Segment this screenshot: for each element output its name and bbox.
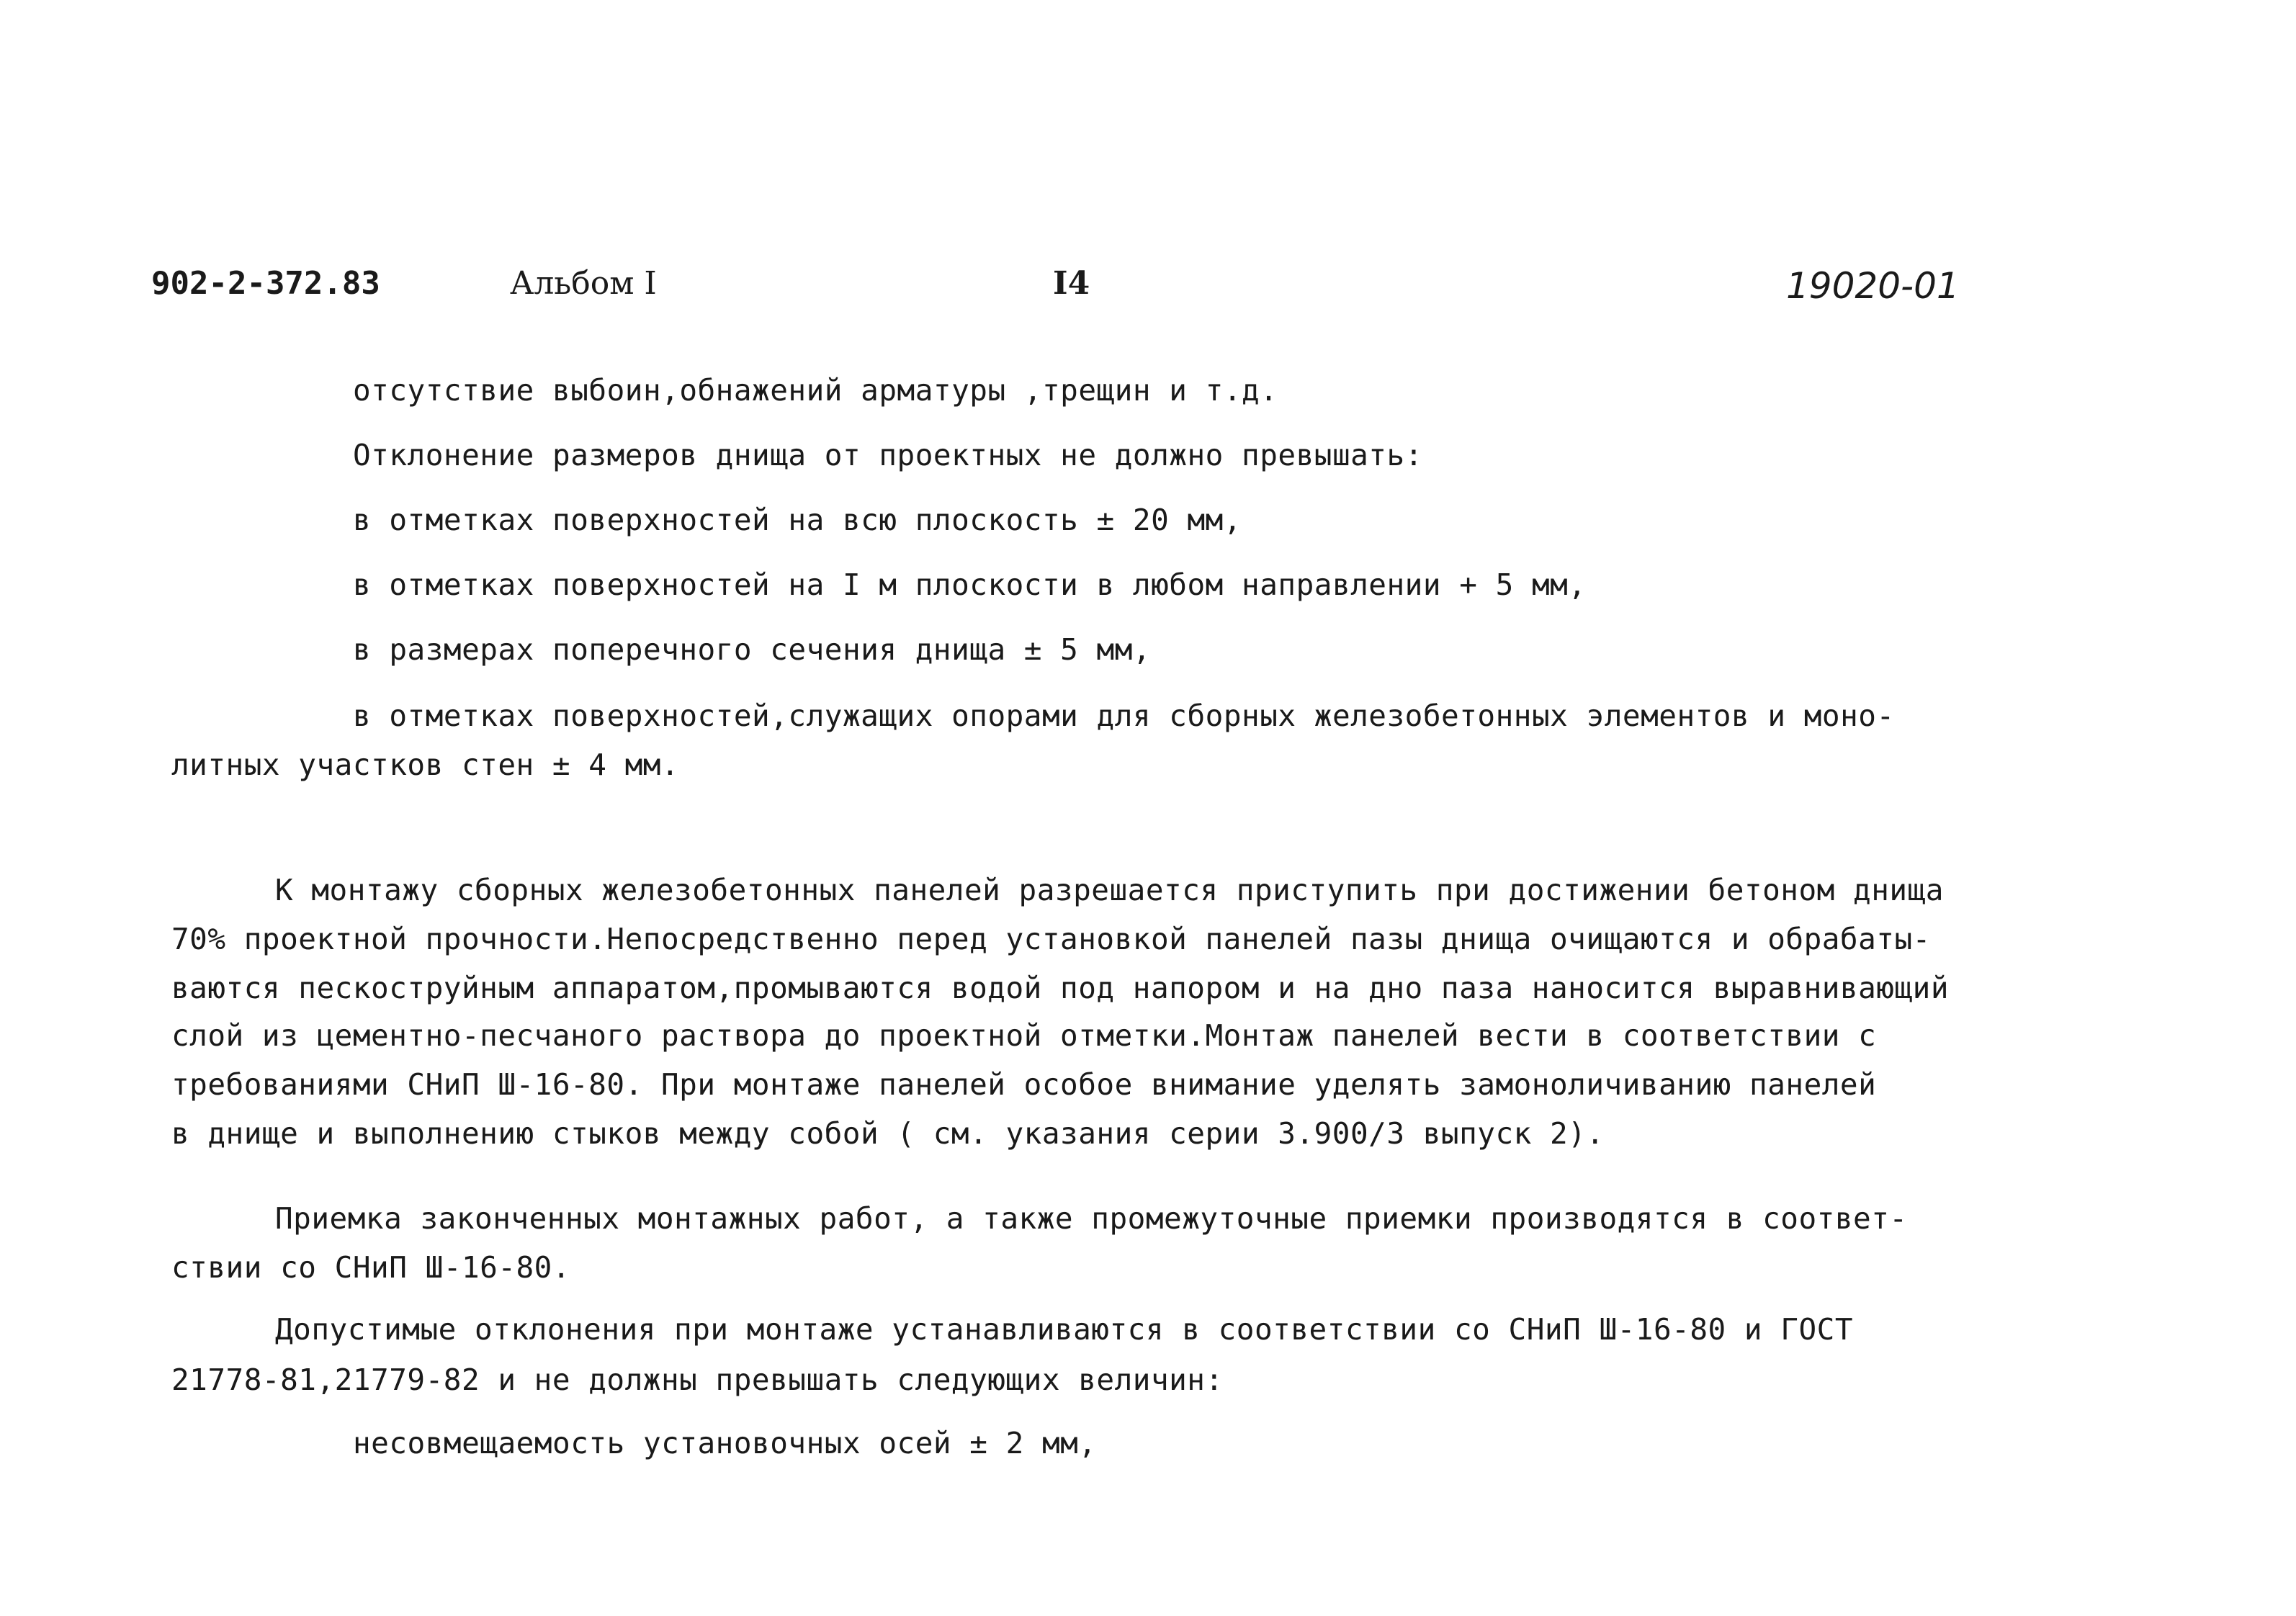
text-line: Приемка законченных монтажных работ, а также промежуточные приемки производятся в соответ- xyxy=(275,1201,1908,1236)
text-line: в днище и выполнению стыков между собой ( см. указания серии 3.900/3 выпуск 2). xyxy=(171,1116,1605,1151)
album-label: Альбом I xyxy=(510,265,657,302)
page-header xyxy=(0,265,2296,323)
page-number: I4 xyxy=(1053,265,1090,302)
text-line: ствии со СНиП Ш-16-80. xyxy=(171,1250,571,1285)
text-line: Отклонение размеров днища от проектных не должно превышать: xyxy=(353,438,1423,472)
text-line: требованиями СНиП Ш-16-80. При монтаже панелей особое внимание уделять замоноличиванию панелей xyxy=(171,1067,1877,1102)
doc-number: 19020-01 xyxy=(1786,265,1960,307)
text-line: отсутствие выбоин,обнажений арматуры ,трещин и т.д. xyxy=(353,373,1278,408)
text-line: литных участков стен ± 4 мм. xyxy=(171,748,680,782)
text-line: в отметках поверхностей на I м плоскости в любом направлении + 5 мм, xyxy=(353,567,1587,602)
text-line: в отметках поверхностей на всю плоскость ± 20 мм, xyxy=(353,503,1242,537)
text-line: 21778-81,21779-82 и не должны превышать следующих величин: xyxy=(171,1363,1224,1397)
text-line: К монтажу сборных железобетонных панелей разрешается приступить при достижении бетоном днища xyxy=(275,873,1944,907)
text-line: несовмещаемость установочных осей ± 2 мм, xyxy=(353,1426,1097,1460)
text-line: слой из цементно-песчаного раствора до проектной отметки.Монтаж панелей вести в соответствии с xyxy=(171,1018,1877,1053)
text-line: 70% проектной прочности.Непосредственно перед установкой панелей пазы днища очищаются и обрабаты- xyxy=(171,922,1931,956)
text-line: Допустимые отклонения при монтаже устанавливаются в соответствии со СНиП Ш-16-80 и ГОСТ xyxy=(275,1312,1854,1347)
text-line: в размерах поперечного сечения днища ± 5 мм, xyxy=(353,632,1152,667)
text-line: ваются пескоструйным аппаратом,промываются водой под напором и на дно паза наносится выравнивающий xyxy=(171,971,1950,1005)
text-line: в отметках поверхностей,служащих опорами для сборных железобетонных элементов и моно- xyxy=(353,699,1895,733)
doc-code: 902-2-372.83 xyxy=(151,265,380,302)
